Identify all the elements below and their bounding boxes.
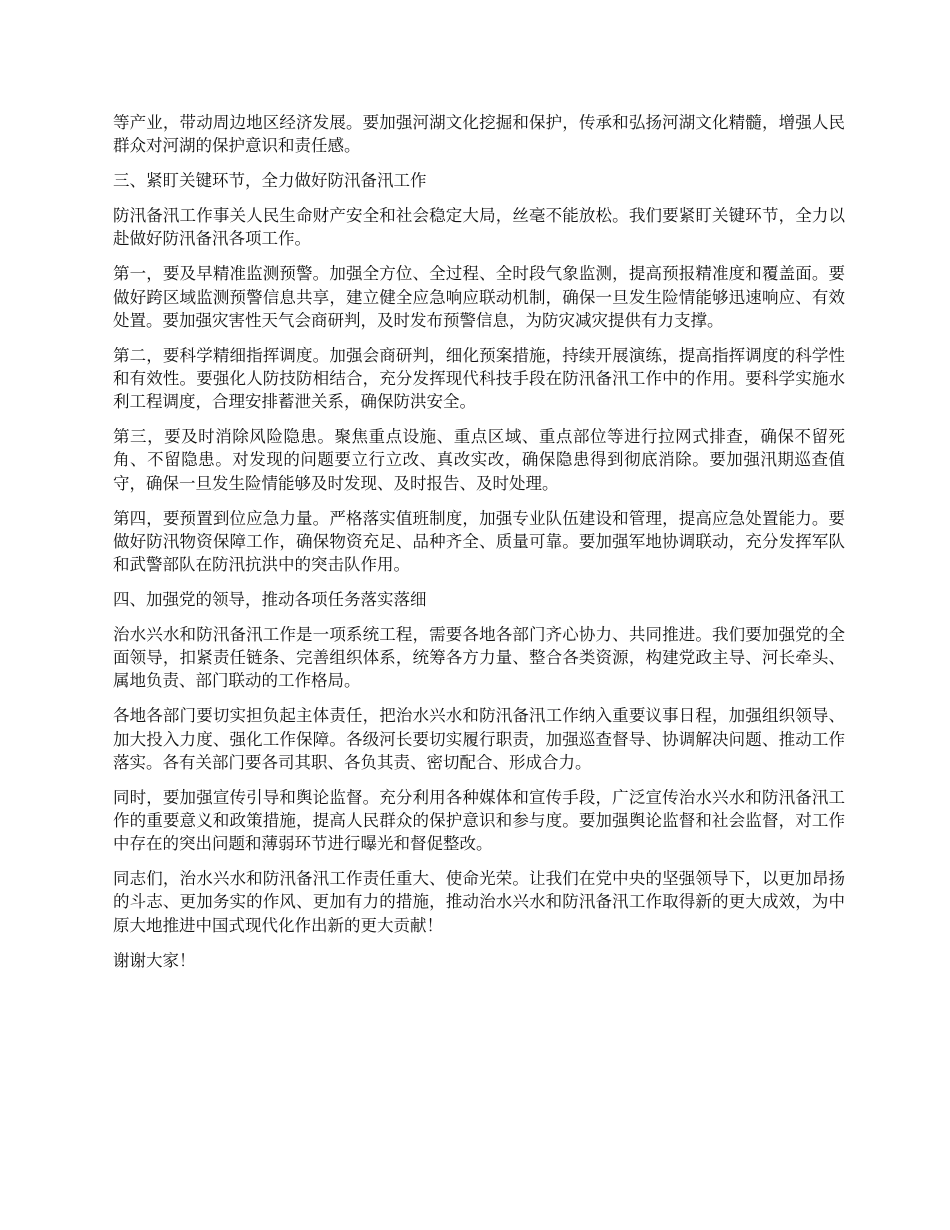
document-body [113,111,845,984]
section-heading: 四、加强党的领导，推动各项任务落实落细 [113,590,427,610]
section-heading: 三、紧盯关键环节，全力做好防汛备汛工作 [113,171,427,191]
paragraph: 治水兴水和防汛备汛工作是一项系统工程，需要各地各部门齐心协力、共同推进。我们要加强党的全面领导，扣紧责任链条、完善组织体系，统筹各方力量、整合各类资源，构建党政主导、河长牵头、属地负责、部门联动的工作格局。 [113,625,845,691]
paragraph: 第二，要科学精细指挥调度。加强会商研判，细化预案措施，持续开展演练，提高指挥调度的科学性和有效性。要强化人防技防相结合，充分发挥现代科技手段在防汛备汛工作中的作用。要科学实施水利工程调度，合理安排蓄泄关系，确保防洪安全。 [113,345,845,412]
paragraph: 同志们，治水兴水和防汛备汛工作责任重大、使命光荣。让我们在党中央的坚强领导下，以更加昂扬的斗志、更加务实的作风、更加有力的措施，推动治水兴水和防汛备汛工作取得新的更大成效，为中原大地推进中国式现代化作出新的更大贡献！ [113,869,845,935]
paragraph: 第三，要及时消除风险隐患。聚焦重点设施、重点区域、重点部位等进行拉网式排查，确保不留死角、不留隐患。对发现的问题要立行立改、真改实改，确保隐患得到彻底消除。要加强汛期巡查值守，确保一旦发生险情能够及时发现、及时报告、及时处理。 [113,427,845,493]
closing-line: 谢谢大家！ [113,950,196,970]
paragraph: 等产业，带动周边地区经济发展。要加强河湖文化挖掘和保护，传承和弘扬河湖文化精髓，增强人民群众对河湖的保护意识和责任感。 [113,113,845,156]
paragraph: 防汛备汛工作事关人民生命财产安全和社会稳定大局，丝毫不能放松。我们要紧盯关键环节，全力以赴做好防汛备汛各项工作。 [113,206,845,249]
paragraph: 第四，要预置到位应急力量。严格落实值班制度，加强专业队伍建设和管理，提高应急处置能力。要做好防汛物资保障工作，确保物资充足、品种齐全、质量可靠。要加强军地协调联动，充分发挥军队和武警部队在防汛抗洪中的突击队作用。 [113,508,845,575]
paragraph: 第一，要及早精准监测预警。加强全方位、全过程、全时段气象监测，提高预报精准度和覆盖面。要做好跨区域监测预警信息共享，建立健全应急响应联动机制，确保一旦发生险情能够迅速响应、有效处置。要加强灾害性天气会商研判，及时发布预警信息，为防灾减灾提供有力支撑。 [113,264,845,330]
paragraph: 同时，要加强宣传引导和舆论监督。充分利用各种媒体和宣传手段，广泛宣传治水兴水和防汛备汛工作的重要意义和政策措施，提高人民群众的保护意识和参与度。要加强舆论监督和社会监督，对工作中存在的突出问题和薄弱环节进行曝光和督促整改。 [113,787,845,854]
paragraph: 各地各部门要切实担负起主体责任，把治水兴水和防汛备汛工作纳入重要议事日程，加强组织领导、加大投入力度、强化工作保障。各级河长要切实履行职责，加强巡查督导、协调解决问题、推动工作落实。各有关部门要各司其职、各负其责、密切配合、形成合力。 [113,706,845,772]
